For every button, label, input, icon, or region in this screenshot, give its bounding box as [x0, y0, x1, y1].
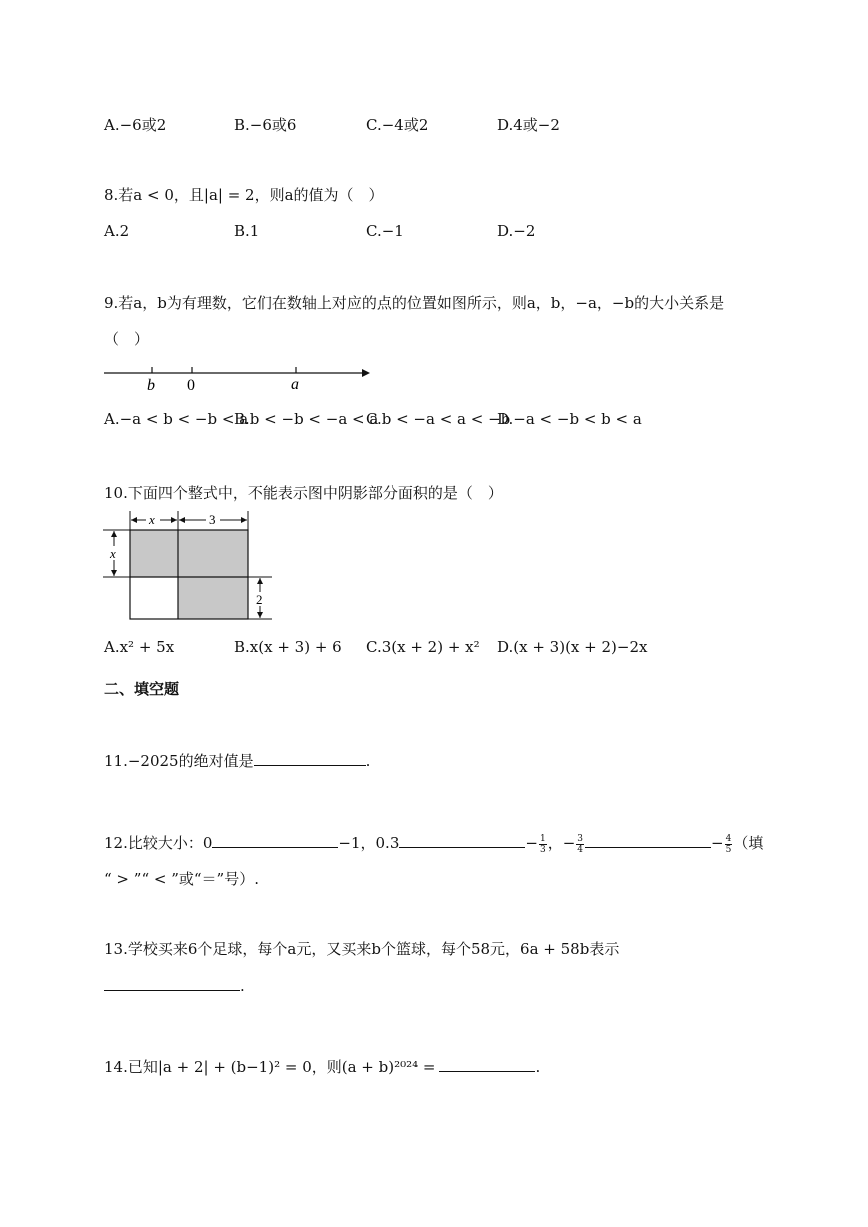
q13-answer-blank[interactable] — [104, 976, 240, 991]
q9-stem: 9.若a，b为有理数，它们在数轴上对应的点的位置如图所示，则a，b，−a，−b的大小关系是 — [104, 294, 725, 312]
q11-text: 11.−2025的绝对值是 — [104, 752, 254, 770]
shaded-top-left — [130, 530, 178, 577]
q12-fraction-4-5: $\frac{4}{5}$ — [725, 833, 732, 855]
q9-option-b: B.b < −b < −a < a — [234, 410, 379, 428]
q8-option-d: D.−2 — [497, 222, 536, 240]
dim-top-3: 3 — [209, 512, 216, 527]
q8-option-c: C.−1 — [366, 222, 404, 240]
q12-fraction-1-3: $\frac{1}{3}$ — [539, 833, 546, 855]
q12-blank-2[interactable] — [399, 833, 525, 848]
q7-option-c: C.−4或2 — [366, 116, 429, 134]
q11 — [104, 750, 370, 771]
section-heading-fill-in: 二、填空题 — [104, 680, 180, 698]
q11-end: . — [365, 752, 371, 770]
q12-text-6: （填 — [733, 834, 764, 852]
q10-area-figure — [100, 508, 280, 628]
q12-text-2: −1，0.3 — [338, 834, 400, 852]
q12-blank-3[interactable] — [585, 833, 711, 848]
label-zero: 0 — [187, 377, 195, 394]
q12-text-3: − — [525, 834, 538, 852]
q11-answer-blank[interactable] — [254, 751, 366, 766]
q14-answer-blank[interactable] — [439, 1057, 535, 1072]
q12-line-2: “ > ”“ < ”或“＝”号）. — [104, 870, 259, 888]
label-a: a — [291, 376, 299, 393]
q14 — [104, 1056, 540, 1077]
q9-number-line — [100, 360, 380, 400]
q10-stem: 10.下面四个整式中，不能表示图中阴影部分面积的是（ ） — [104, 484, 503, 502]
q8-stem: 8.若a < 0，且|a| = 2，则a的值为（ ） — [104, 186, 384, 204]
q7-option-d: D.4或−2 — [497, 116, 560, 134]
dim-left-x: x — [110, 546, 116, 561]
q7-option-b: B.−6或6 — [234, 116, 297, 134]
dim-top-x: x — [149, 512, 155, 527]
shaded-bottom-right — [178, 577, 248, 619]
q12 — [104, 832, 763, 855]
q10-option-b: B.x(x + 3) + 6 — [234, 638, 342, 656]
q12-text-1: 12.比较大小：0 — [104, 834, 213, 852]
q8-option-b: B.1 — [234, 222, 260, 240]
q13-end: . — [240, 977, 245, 995]
q9-option-c: C.b < −a < a < −b — [366, 410, 511, 428]
q10-option-d: D.(x + 3)(x + 2)−2x — [497, 638, 648, 656]
q14-end: . — [535, 1058, 541, 1076]
q14-text: 14.已知|a + 2| + (b−1)² = 0，则(a + b)²⁰²⁴ = — [104, 1058, 436, 1076]
label-b: b — [147, 377, 155, 394]
q12-text-5: − — [711, 834, 724, 852]
q12-text-4: ，− — [547, 834, 576, 852]
q9-option-d: D.−a < −b < b < a — [497, 410, 642, 428]
q7-option-a: A.−6或2 — [104, 116, 167, 134]
q12-blank-1[interactable] — [212, 833, 338, 848]
q10-option-c: C.3(x + 2) + x² — [366, 638, 480, 656]
q8-option-a: A.2 — [104, 222, 130, 240]
q13-answer-line — [104, 976, 245, 995]
number-line-arrow — [362, 369, 370, 377]
q13-text: 13.学校买来6个足球，每个a元，又买来b个篮球，每个58元，6a + 58b表示 — [104, 940, 620, 958]
q10-option-a: A.x² + 5x — [104, 638, 175, 656]
dim-right-2: 2 — [256, 592, 263, 607]
shaded-top-right — [178, 530, 248, 577]
q9-option-a: A.−a < b < −b < a — [104, 410, 249, 428]
q12-fraction-3-4: $\frac{3}{4}$ — [577, 833, 583, 855]
q9-stem-paren: （ ） — [104, 330, 150, 348]
